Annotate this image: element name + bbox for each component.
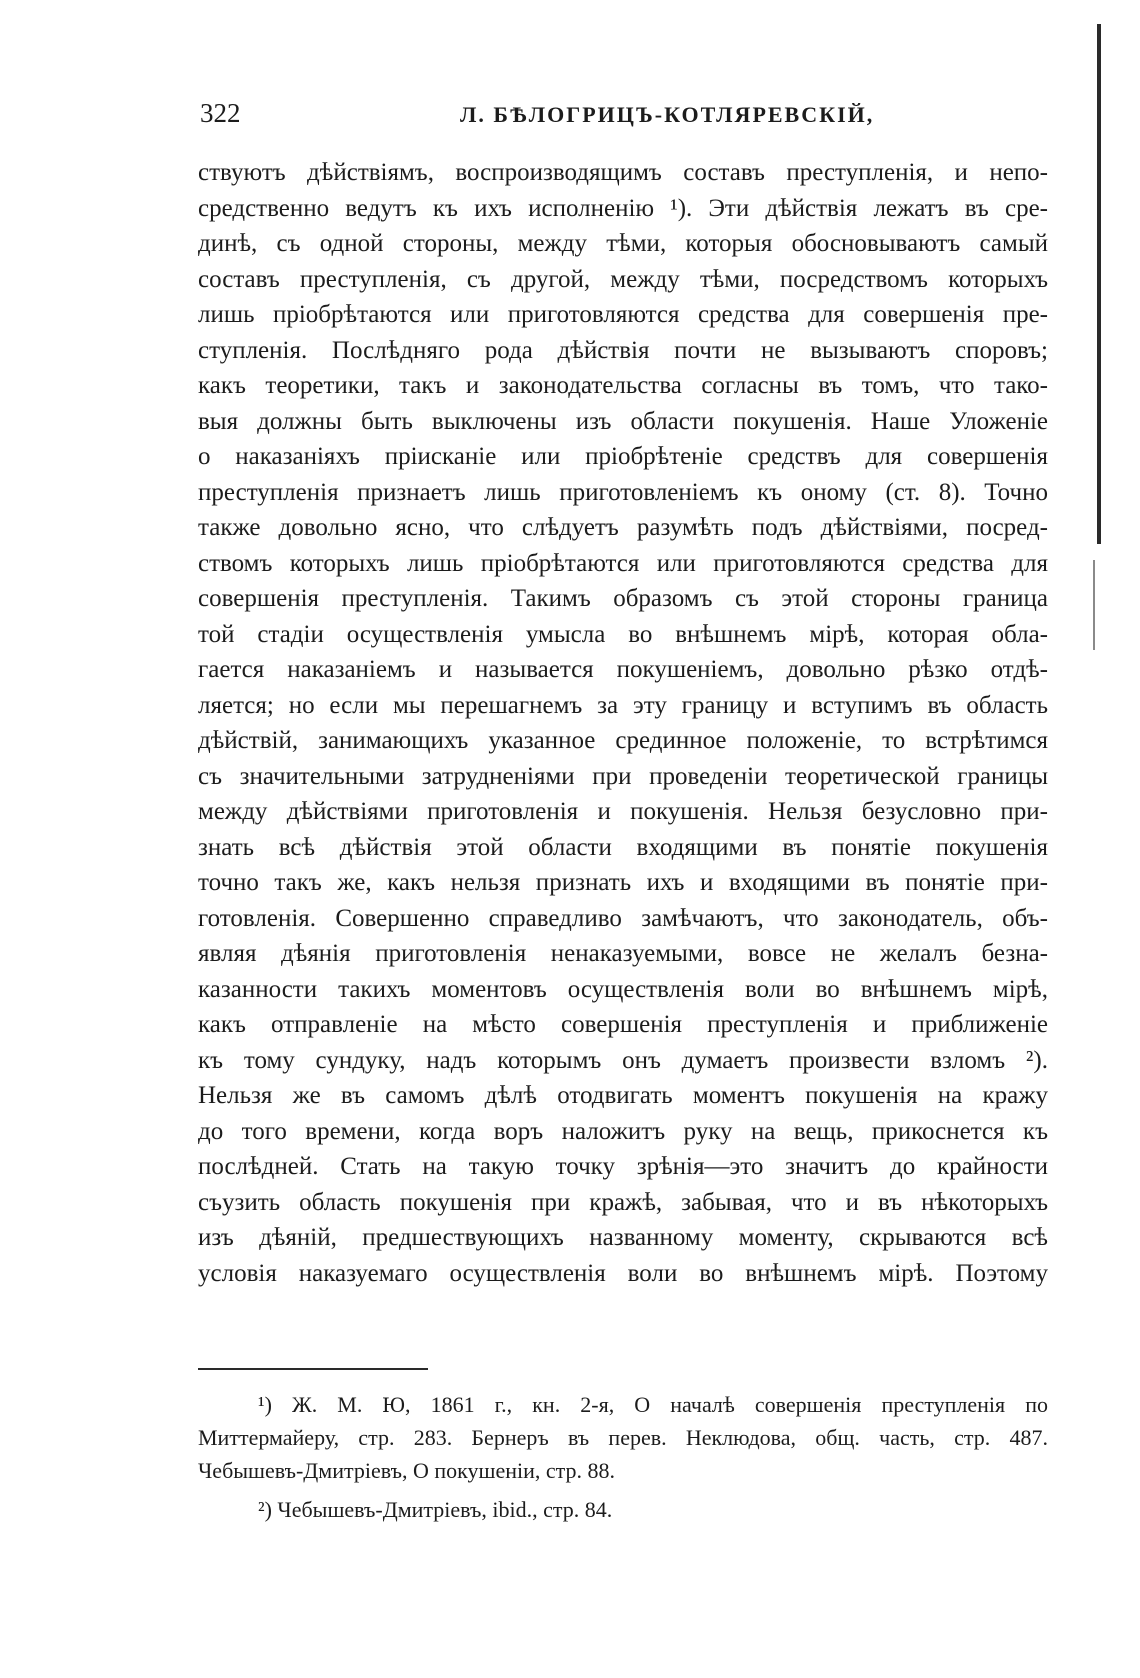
text-line: точно такъ же, какъ нельзя признать ихъ и входящими въ понятіе при- bbox=[198, 869, 1048, 896]
text-line: ляется; но если мы перешагнемъ за эту границу и вступимъ въ область bbox=[198, 691, 1048, 719]
text-line: той стадіи осуществленія умысла во внѣшнемъ мірѣ, которая обла- bbox=[198, 620, 1048, 648]
text-line: составъ преступленія, съ другой, между тѣми, посредствомъ которыхъ bbox=[198, 265, 1048, 293]
footnote-1-line: Чебышевъ-Дмитріевъ, О покушеніи, стр. 88. bbox=[198, 1458, 616, 1483]
text-line: ствуютъ дѣйствіямъ, воспроизводящимъ составъ преступленія, и непо- bbox=[198, 159, 1048, 186]
text-line: гается наказаніемъ и называется покушеніемъ, довольно рѣзко отдѣ- bbox=[198, 656, 1048, 683]
text-line: лишь пріобрѣтаются или приготовляются средства для совершенія пре- bbox=[198, 301, 1048, 328]
running-title: Л. БѢЛОГРИЦЪ-КОТЛЯРЕВСКІЙ, bbox=[460, 102, 875, 127]
footnote-1-line: ¹) Ж. М. Ю, 1861 г., кн. 2-я, О началѣ совершенія преступленія по bbox=[258, 1392, 1048, 1417]
text-line: Нельзя же въ самомъ дѣлѣ отодвигать моментъ покушенія на кражу bbox=[198, 1082, 1048, 1109]
text-line: послѣдней. Стать на такую точку зрѣнія—это значитъ до крайности bbox=[198, 1153, 1048, 1180]
text-line: какъ отправленіе на мѣсто совершенія преступленія и приближеніе bbox=[198, 1011, 1048, 1038]
footnote-2: ²) Чебышевъ-Дмитріевъ, ibid., стр. 84. bbox=[258, 1497, 613, 1522]
text-line: динѣ, съ одной стороны, между тѣми, которыя обосновываютъ самый bbox=[198, 230, 1048, 257]
text-line: также довольно ясно, что слѣдуетъ разумѣть подъ дѣйствіями, посред- bbox=[198, 514, 1048, 541]
text-line: совершенія преступленія. Такимъ образомъ съ этой стороны граница bbox=[198, 585, 1048, 612]
text-line: условія наказуемаго осуществленія воли во внѣшнемъ мірѣ. Поэтому bbox=[198, 1259, 1048, 1287]
text-line: о наказаніяхъ пріисканіе или пріобрѣтеніе средствъ для совершенія bbox=[198, 443, 1048, 470]
text-line: до того времени, когда воръ наложитъ руку на вещь, прикоснется къ bbox=[198, 1117, 1048, 1145]
page-spine-shadow bbox=[1093, 560, 1095, 650]
text-line: какъ теоретики, такъ и законодательства согласны въ томъ, что тако- bbox=[198, 372, 1048, 399]
body-text bbox=[198, 155, 1048, 1291]
footnote-separator bbox=[198, 1368, 428, 1370]
text-line: ствомъ которыхъ лишь пріобрѣтаются или приготовляются средства для bbox=[198, 549, 1048, 577]
page-header bbox=[200, 98, 1040, 138]
page-number: 322 bbox=[200, 98, 241, 128]
text-line: средственно ведутъ къ ихъ исполненію ¹). Эти дѣйствія лежатъ въ сре- bbox=[198, 194, 1048, 222]
text-line: знать всѣ дѣйствія этой области входящими въ понятіе покушенія bbox=[198, 833, 1048, 861]
footnotes bbox=[198, 1388, 1048, 1526]
text-line: готовленія. Совершенно справедливо замѣчаютъ, что законодатель, объ- bbox=[198, 904, 1048, 932]
text-line: казанности такихъ моментовъ осуществленія воли во внѣшнемъ мірѣ, bbox=[198, 975, 1048, 1003]
text-line: съ значительными затрудненіями при проведеніи теоретической границы bbox=[198, 762, 1048, 790]
text-line: дѣйствій, занимающихъ указанное срединное положеніе, то встрѣтимся bbox=[198, 727, 1048, 754]
text-line: преступленія признаетъ лишь приготовленіемъ къ оному (ст. 8). Точно bbox=[198, 478, 1048, 506]
page-spine-edge bbox=[1097, 24, 1101, 544]
text-line: съузить область покушенія при кражѣ, забывая, что и въ нѣкоторыхъ bbox=[198, 1188, 1048, 1216]
text-line: ступленія. Послѣдняго рода дѣйствія почти не вызываютъ споровъ; bbox=[198, 336, 1048, 364]
text-line: являя дѣянія приготовленія ненаказуемыми, вовсе не желалъ безна- bbox=[198, 940, 1048, 967]
text-line: изъ дѣяній, предшествующихъ названному моменту, скрываются всѣ bbox=[198, 1224, 1048, 1251]
text-line: выя должны быть выключены изъ области покушенія. Наше Уложеніе bbox=[198, 407, 1048, 435]
text-line: между дѣйствіями приготовленія и покушенія. Нельзя безусловно при- bbox=[198, 798, 1048, 825]
text-line: къ тому сундуку, надъ которымъ онъ думаетъ произвести взломъ ²). bbox=[198, 1046, 1048, 1074]
footnote-1-line: Миттермайеру, стр. 283. Бернеръ въ перев. Неклюдова, общ. часть, стр. 487. bbox=[198, 1425, 1048, 1450]
